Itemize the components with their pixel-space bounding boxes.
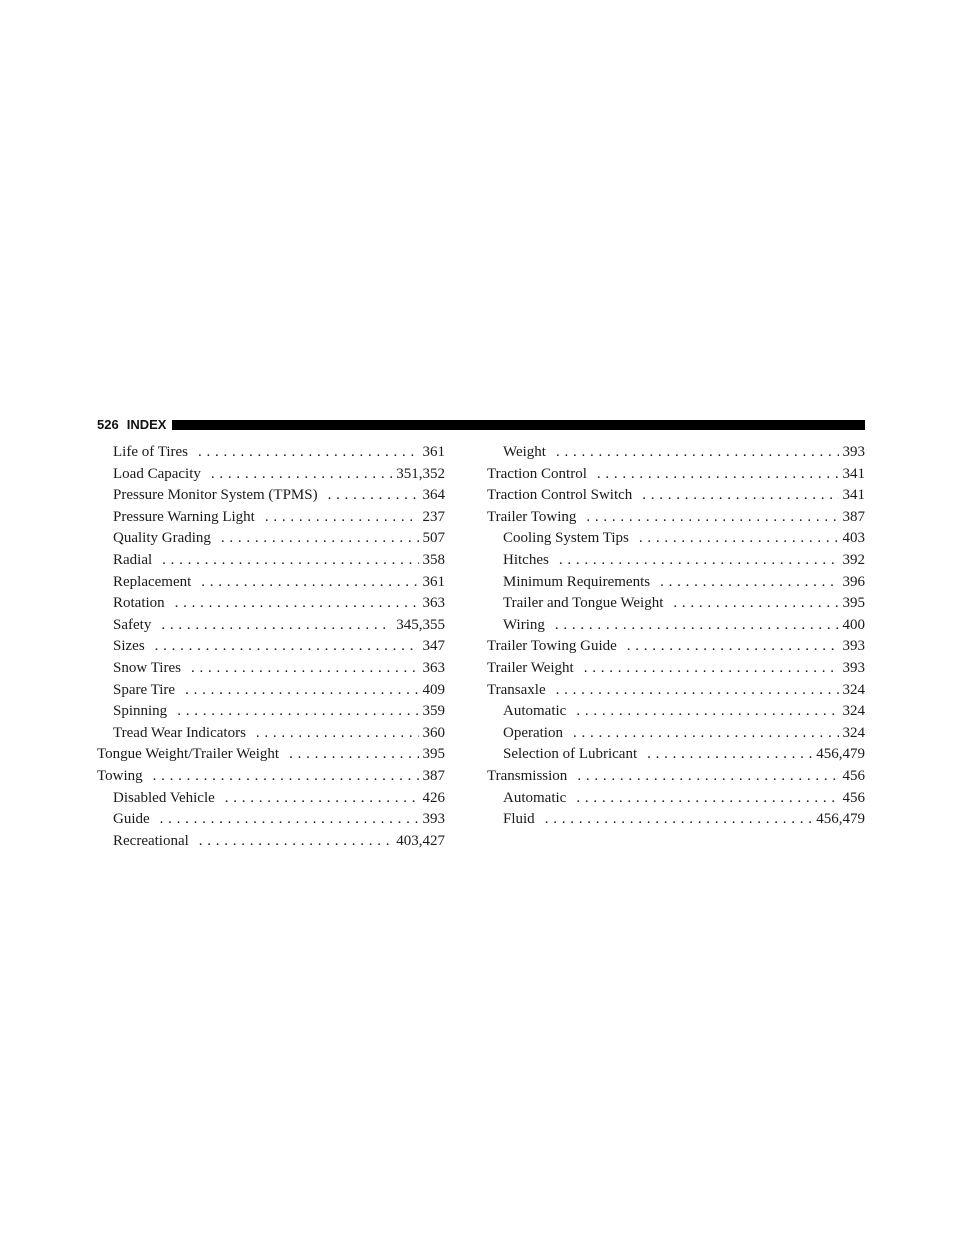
- index-entry: [97, 658, 445, 680]
- index-entry-label: Rotation: [113, 595, 165, 612]
- index-entry-page: 387: [422, 767, 445, 784]
- index-entry-label: Weight: [503, 444, 546, 460]
- dot-leader: [265, 507, 419, 529]
- index-entry-label: Recreational: [113, 832, 189, 849]
- index-entry: [97, 442, 445, 464]
- index-entry: [487, 572, 865, 594]
- dot-leader: [221, 528, 419, 550]
- index-column-right: [487, 442, 865, 831]
- index-entry: [97, 744, 445, 766]
- dot-leader: [597, 464, 839, 486]
- index-entry: [97, 507, 445, 529]
- index-entry: [97, 809, 445, 831]
- index-entry: [487, 723, 865, 745]
- dot-leader: [642, 485, 838, 507]
- index-entry-label: Automatic: [503, 703, 567, 720]
- index-entry-label: Load Capacity: [113, 465, 201, 482]
- index-entry-label: Spinning: [113, 703, 168, 720]
- index-entry-page: 359: [422, 703, 445, 720]
- index-entry: [487, 442, 865, 464]
- index-entry: [487, 593, 865, 615]
- index-entry: [97, 701, 445, 723]
- index-entry: [487, 528, 865, 550]
- index-entry-label: Snow Tires: [113, 659, 181, 676]
- index-entry: [487, 464, 865, 486]
- dot-leader: [177, 701, 418, 723]
- index-entry: [487, 636, 865, 658]
- index-entry: [97, 680, 445, 702]
- index-entry-label: Pressure Monitor System (TPMS): [113, 487, 318, 504]
- index-entry-label: Disabled Vehicle: [113, 789, 215, 806]
- dot-leader: [162, 550, 418, 572]
- dot-leader: [155, 636, 419, 658]
- index-entry-label: Replacement: [113, 573, 192, 590]
- index-entry: [487, 809, 865, 831]
- index-entry-page: 341: [842, 465, 865, 482]
- dot-leader: [545, 809, 813, 831]
- index-entry-label: Operation: [503, 724, 563, 741]
- index-entry-label: Trailer Towing: [487, 508, 577, 525]
- index-entry: [97, 572, 445, 594]
- index-entry-page: 403: [842, 530, 865, 547]
- index-entry-page: 400: [842, 616, 865, 633]
- index-entry: [487, 550, 865, 572]
- index-entry-page: 456,479: [816, 811, 865, 828]
- index-entry-label: Fluid: [503, 811, 535, 828]
- index-entry: [97, 550, 445, 572]
- index-entry: [487, 615, 865, 637]
- index-entry-page: 361: [422, 444, 445, 460]
- index-entry-page: 351,352: [396, 465, 445, 482]
- index-entry-label: Traction Control Switch: [487, 487, 633, 504]
- index-entry-page: 341: [842, 487, 865, 504]
- header-rule: [172, 420, 865, 430]
- index-entry: [487, 680, 865, 702]
- index-entry: [97, 485, 445, 507]
- index-entry-label: Automatic: [503, 789, 567, 806]
- index-entry-page: 409: [422, 681, 445, 698]
- index-entry-page: 363: [422, 595, 445, 612]
- section-title: INDEX: [126, 416, 167, 432]
- dot-leader: [161, 615, 392, 637]
- index-entry-label: Minimum Requirements: [503, 573, 651, 590]
- index-entry-label: Radial: [113, 551, 153, 568]
- index-entry-page: 393: [842, 638, 865, 655]
- index-entry-label: Pressure Warning Light: [113, 508, 255, 525]
- index-entry-page: 237: [422, 508, 445, 525]
- index-entry: [487, 485, 865, 507]
- index-entry-page: 387: [842, 508, 865, 525]
- dot-leader: [639, 528, 839, 550]
- index-entry-label: Trailer and Tongue Weight: [503, 595, 664, 612]
- dot-leader: [673, 593, 838, 615]
- index-entry-page: 324: [842, 724, 865, 741]
- dot-leader: [225, 788, 419, 810]
- page-header: [97, 413, 865, 435]
- index-entry-label: Cooling System Tips: [503, 530, 629, 547]
- dot-leader: [556, 680, 839, 702]
- index-entry-label: Guide: [113, 811, 150, 828]
- index-entry-page: 456: [842, 789, 865, 806]
- dot-leader: [555, 615, 839, 637]
- index-entry-page: 395: [842, 595, 865, 612]
- dot-leader: [660, 572, 838, 594]
- index-entry: [97, 831, 445, 853]
- index-entry-label: Life of Tires: [113, 444, 188, 460]
- index-entry-page: 360: [422, 724, 445, 741]
- index-entry-page: 358: [422, 551, 445, 568]
- index-entry-page: 324: [842, 703, 865, 720]
- index-entry-page: 393: [842, 444, 865, 460]
- dot-leader: [584, 658, 839, 680]
- dot-leader: [198, 442, 419, 464]
- dot-leader: [256, 723, 419, 745]
- dot-leader: [556, 442, 839, 464]
- index-entry: [487, 744, 865, 766]
- index-entry-page: 507: [422, 530, 445, 547]
- dot-leader: [175, 593, 419, 615]
- index-entry: [97, 464, 445, 486]
- dot-leader: [289, 744, 418, 766]
- index-entry-label: Quality Grading: [113, 530, 211, 547]
- index-entry: [487, 658, 865, 680]
- index-entry-label: Towing: [97, 767, 143, 784]
- index-entry-page: 456,479: [816, 746, 865, 763]
- page-number: 526: [97, 416, 119, 432]
- dot-leader: [576, 788, 838, 810]
- dot-leader: [201, 572, 418, 594]
- index-entry-page: 395: [422, 746, 445, 763]
- dot-leader: [153, 766, 419, 788]
- index-entry: [97, 723, 445, 745]
- index-entry-page: 363: [422, 659, 445, 676]
- index-entry-label: Selection of Lubricant: [503, 746, 638, 763]
- index-entry-label: Hitches: [503, 551, 549, 568]
- index-entry-label: Transaxle: [487, 681, 546, 698]
- index-entry-page: 347: [422, 638, 445, 655]
- dot-leader: [185, 680, 418, 702]
- index-entry: [97, 593, 445, 615]
- index-entry-page: 324: [842, 681, 865, 698]
- dot-leader: [586, 507, 838, 529]
- dot-leader: [559, 550, 839, 572]
- index-entry: [487, 701, 865, 723]
- dot-leader: [627, 636, 839, 658]
- index-entry-page: 393: [842, 659, 865, 676]
- dot-leader: [573, 723, 839, 745]
- index-entry-label: Trailer Weight: [487, 659, 574, 676]
- index-entry-label: Sizes: [113, 638, 145, 655]
- dot-leader: [211, 464, 392, 486]
- index-entry-label: Tread Wear Indicators: [113, 724, 246, 741]
- index-entry-page: 361: [422, 573, 445, 590]
- dot-leader: [647, 744, 812, 766]
- dot-leader: [576, 701, 838, 723]
- dot-leader: [199, 831, 392, 853]
- index-entry-page: 364: [422, 487, 445, 504]
- index-entry-label: Traction Control: [487, 465, 587, 482]
- index-entry-page: 393: [422, 811, 445, 828]
- index-entry: [487, 788, 865, 810]
- index-entry: [97, 528, 445, 550]
- index-entry: [487, 507, 865, 529]
- index-entry-label: Safety: [113, 616, 152, 633]
- index-entry: [97, 615, 445, 637]
- index-entry-page: 426: [422, 789, 445, 806]
- dot-leader: [577, 766, 838, 788]
- dot-leader: [191, 658, 419, 680]
- index-entry-label: Tongue Weight/Trailer Weight: [97, 746, 280, 763]
- dot-leader: [328, 485, 419, 507]
- index-entry-page: 345,355: [396, 616, 445, 633]
- index-entry: [97, 636, 445, 658]
- index-entry-page: 456: [842, 767, 865, 784]
- index-entry-label: Spare Tire: [113, 681, 176, 698]
- index-entry: [97, 788, 445, 810]
- index-column-left: [97, 442, 445, 852]
- dot-leader: [160, 809, 419, 831]
- index-entry-page: 403,427: [396, 832, 445, 849]
- index-entry-label: Trailer Towing Guide: [487, 638, 617, 655]
- index-entry: [487, 766, 865, 788]
- index-entry-label: Wiring: [503, 616, 545, 633]
- index-entry-label: Transmission: [487, 767, 568, 784]
- index-entry-page: 392: [842, 551, 865, 568]
- index-entry: [97, 766, 445, 788]
- index-entry-page: 396: [842, 573, 865, 590]
